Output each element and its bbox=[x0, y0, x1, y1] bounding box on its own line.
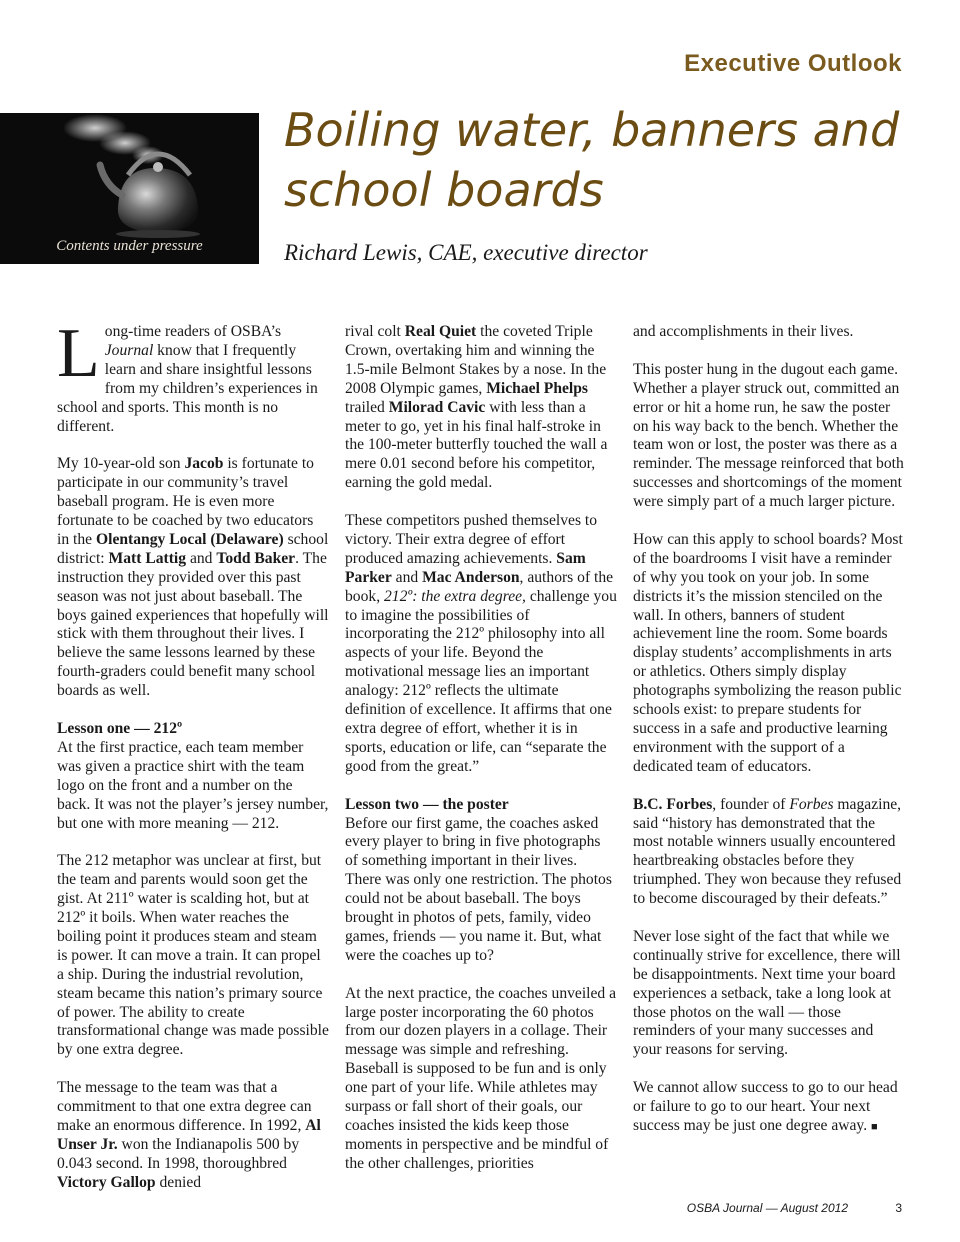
column-2 bbox=[345, 323, 617, 1174]
end-mark-icon: ■ bbox=[871, 1120, 878, 1133]
paragraph: My 10-year-old son Jacob is fortunate to participate in our community’s travel baseball program. He is even more fortunate to be coached by two educators in the Olentangy Local (Delaware) school district: Matt Lattig and Todd Baker. The instruction they provided over this past season was not just about baseball. The boys gained experiences that hopefully will stick with them throughout their lives. I believe the same lessons learned by these fourth-graders could benefit many school boards as well. bbox=[57, 455, 329, 700]
paragraph: Before our first game, the coaches asked every player to bring in five photographs of something important in their lives. There was only one restriction. The photos could not be about baseball. The boys brought in photos of pets, family, video games, friends — you name it. But, what were the coaches up to? bbox=[345, 814, 612, 964]
page-number: 3 bbox=[895, 1201, 902, 1215]
paragraph: How can this apply to school boards? Most of the boardrooms I visit have a reminder of why you took on your job. In some districts it’s the mission stenciled on the wall. In others, banners of student achievement line the room. Some boards display students’ accomplishments in arts or athletics. Others simply display photographs symbolizing the reason public schools exist: to prepare students for success in a safe and productive learning environment with the support of a dedicated team of educators. bbox=[633, 530, 903, 775]
section-label: Executive Outlook bbox=[684, 50, 902, 77]
paragraph: rival colt Real Quiet the coveted Triple Crown, overtaking him and winning the 1.5-mile Belmont Stakes by a nose. In the 2008 Olympic games, Michael Phelps trailed Milorad Cavic with less than a meter to go, yet in his final half-stroke in the 100-meter butterfly touched the wall a mere 0.01 second before his competitor, earning the gold medal. bbox=[345, 323, 608, 492]
paragraph: The 212 metaphor was unclear at first, but the team and parents would soon get the gist. At 211º water is scalding hot, but at 212º it boils. When water reaches the boiling point it produces steam and steam is power. It can move a train. It can propel a ship. During the industrial revolution, steam became this nation’s primary source of power. The ability to create transformational change was made possible by one extra degree. bbox=[57, 852, 329, 1059]
headline: Boiling water, banners and school boards bbox=[284, 103, 900, 217]
column-1 bbox=[57, 315, 329, 1193]
lesson-two-heading: Lesson two — the poster bbox=[345, 795, 509, 813]
drop-cap: L bbox=[57, 315, 100, 392]
intro-paragraph: Long-time readers of OSBA’s Journal know that I frequently learn and share insightful lessons from my children’s experiences in school and sports. This month is no different. bbox=[57, 315, 318, 435]
paragraph: This poster hung in the dugout each game. Whether a player struck out, committed an error or hit a home run, he saw the poster on his way back to the bench. Whether the team won or lost, the poster was there as a reminder. The message reinforced that both successes and shortcomings of the moment were simply part of a much larger picture. bbox=[633, 360, 904, 511]
paragraph: The message to the team was that a commitment to that one extra degree can make an enormous difference. In 1992, Al Unser Jr. won the Indianapolis 500 by 0.043 second. In 1998, thoroughbred Victory Gallop denied bbox=[57, 1079, 321, 1191]
byline: Richard Lewis, CAE, executive director bbox=[284, 240, 648, 265]
column-3 bbox=[633, 323, 905, 1137]
paragraph: B.C. Forbes, founder of Forbes magazine, said “history has demonstrated that the most notable winners usually encountered heartbreaking obstacles before they triumphed. They won because they refused to become discouraged by their defeats.” bbox=[633, 795, 902, 908]
paragraph: At the first practice, each team member was given a practice shirt with the team logo on the front and a number on the back. It was not the player’s jersey number, but one with more meaning — 212. bbox=[57, 738, 329, 832]
paragraph: Never lose sight of the fact that while we continually strive for excellence, there will be disappointments. Next time your board experiences a setback, take a long look at those photos on the wall — those reminders of your many successes and your reasons for serving. bbox=[633, 927, 901, 1059]
kettle-photo bbox=[0, 113, 259, 264]
paragraph: These competitors pushed themselves to victory. Their extra degree of effort produced amazing achievements. Sam Parker and Mac Anderson, authors of the book, 212º: the extra degree, challenge you to imagine the possibilities of incorporating the 212º philosophy into all aspects of your life. Beyond the motivational message lies an important analogy: 212º reflects the ultimate definition of excellence. It affirms that one extra degree of effort, whether it is in sports, education or life, can “separate the good from the great.” bbox=[345, 512, 617, 775]
lesson-one-heading: Lesson one — 212º bbox=[57, 720, 183, 737]
paragraph: At the next practice, the coaches unveiled a large poster incorporating the 60 photos from our dozen players in a collage. Their message was simple and refreshing. Baseball is supposed to be fun and is only one part of your life. While athletes may surpass or fall short of their goals, our coaches insisted the kids keep those moments in perspective and be mindful of the other challenges, priorities bbox=[345, 984, 617, 1172]
paragraph: and accomplishments in their lives. bbox=[633, 323, 854, 340]
footer-publication: OSBA Journal — August 2012 bbox=[686, 1201, 848, 1215]
closing-paragraph: We cannot allow success to go to our head or failure to go to our heart. Your next success may be just one degree away. ■ bbox=[633, 1079, 898, 1134]
photo-caption: Contents under pressure bbox=[56, 238, 203, 254]
